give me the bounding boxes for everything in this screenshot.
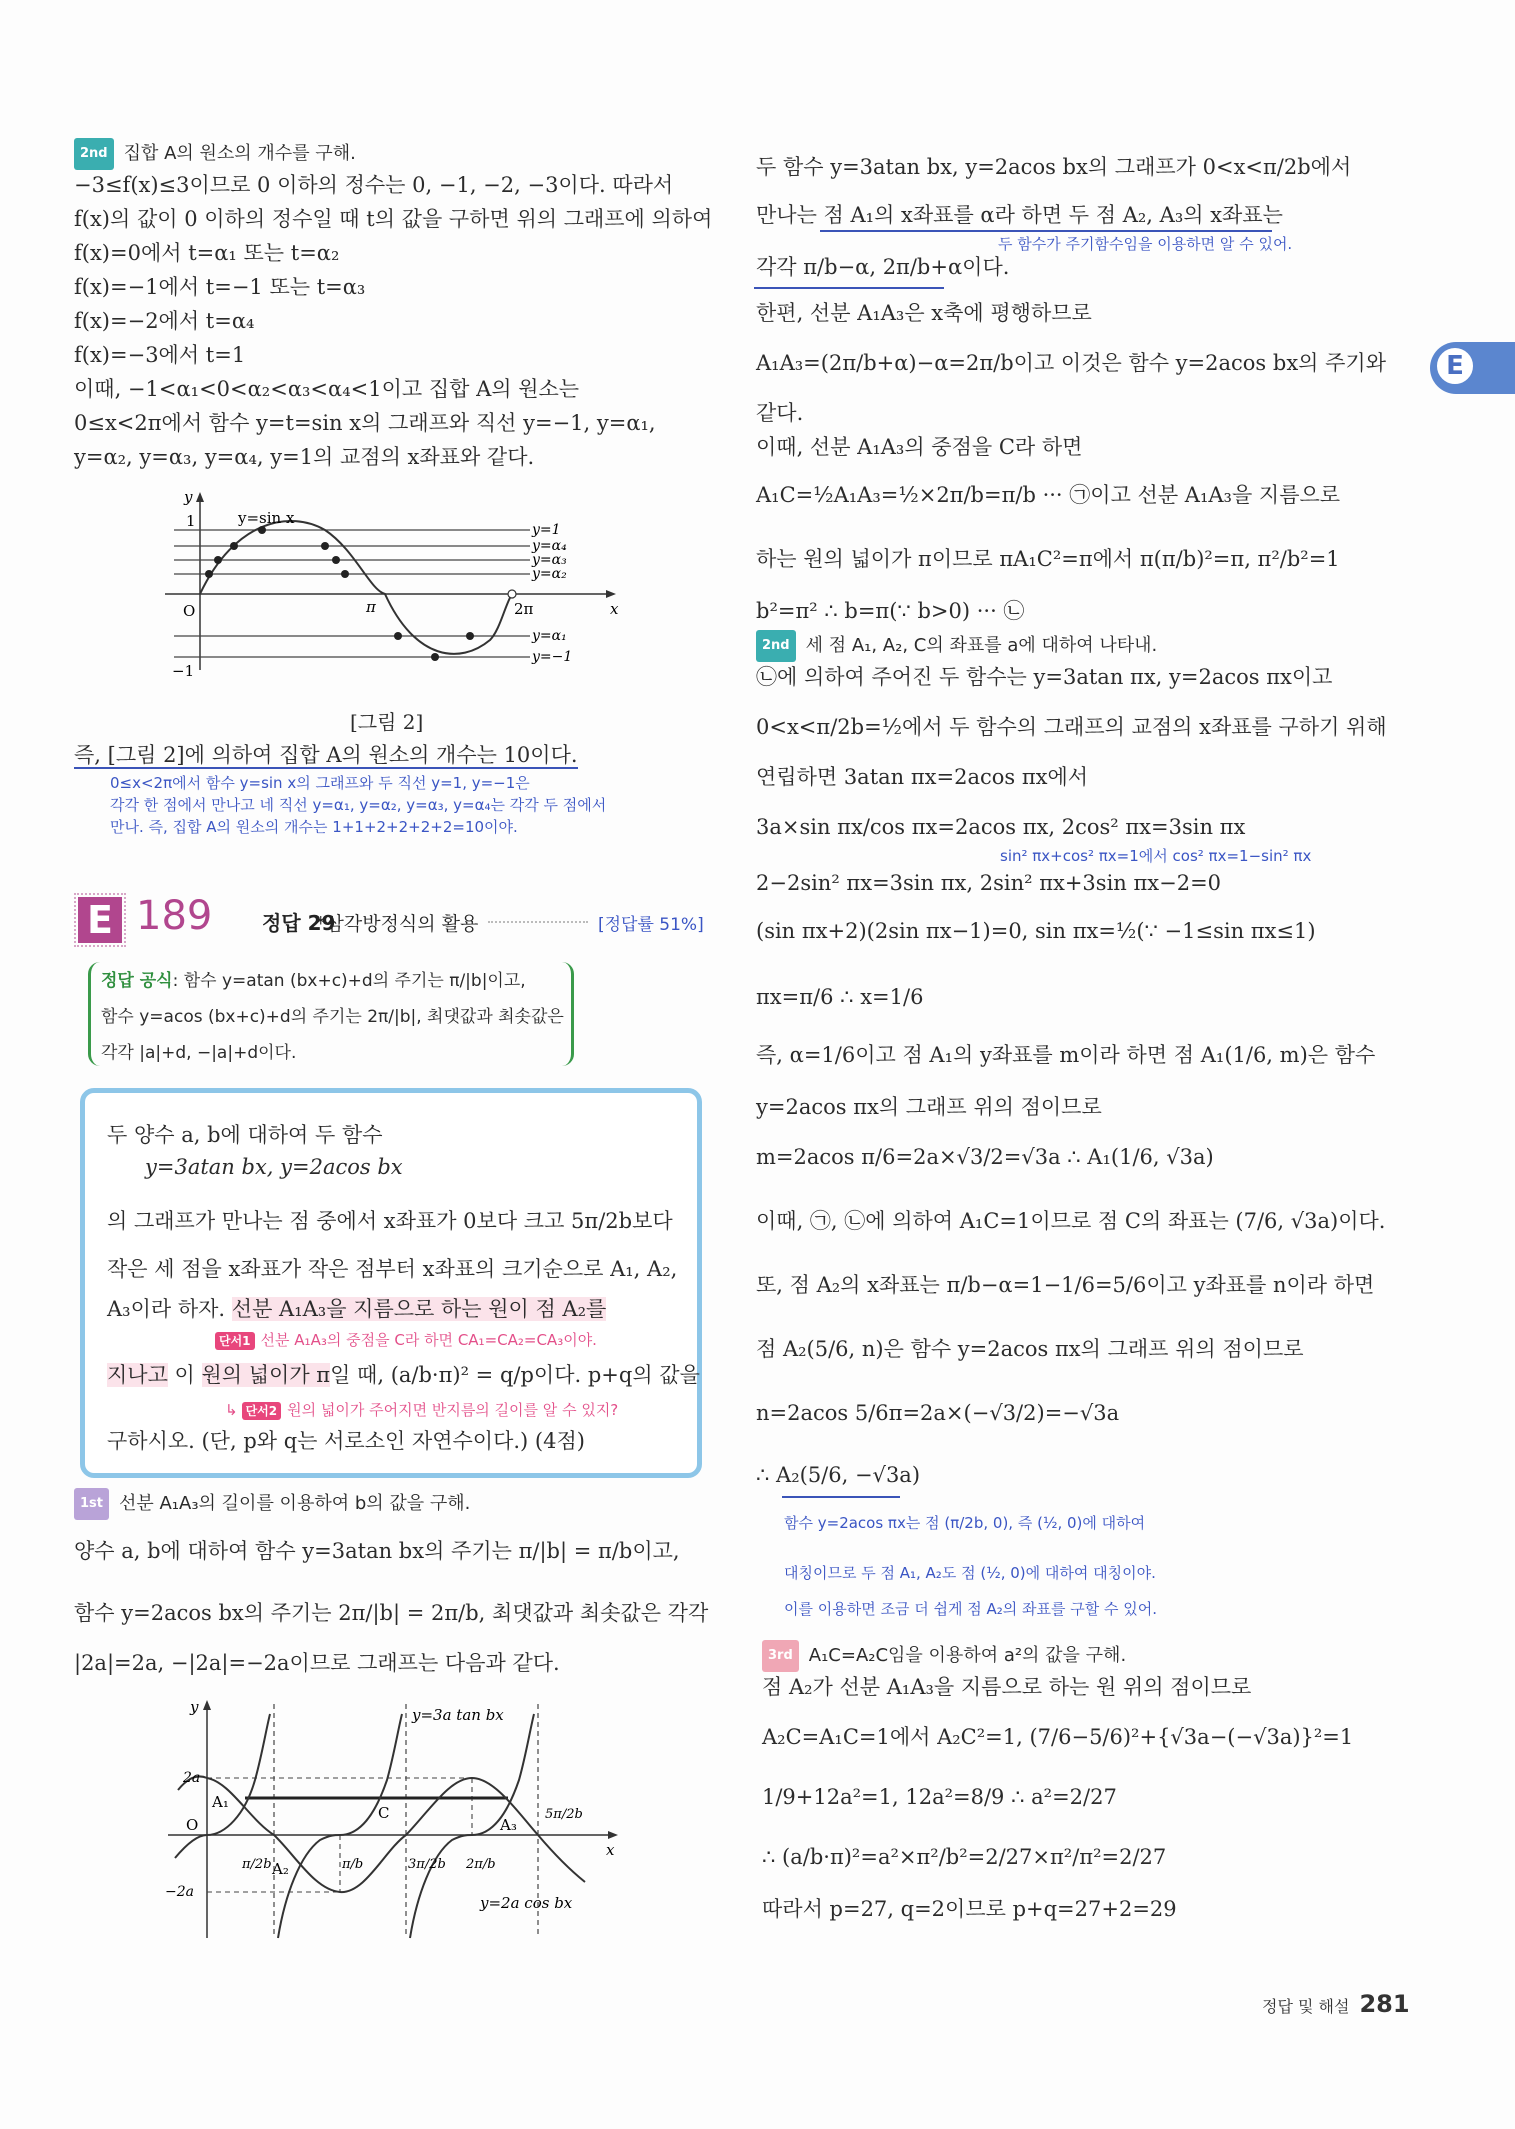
svg-text:y=α₂: y=α₂	[532, 566, 567, 582]
svg-text:y=−1: y=−1	[532, 649, 573, 665]
body-line: f(x)=0에서 t=α₁ 또는 t=α₂	[74, 241, 340, 265]
body-line: n=2acos 5/6π=2a×(−√3/2)=−√3a	[756, 1401, 1120, 1425]
underline	[782, 1496, 900, 1498]
dotted-leader	[488, 921, 588, 923]
body-line: ∴ (a/b·π)²=a²×π²/b²=2/27×π²/π²=2/27	[762, 1845, 1167, 1869]
svg-text:π/2b: π/2b	[242, 1857, 272, 1872]
body-line: 이때, ㉠, ㉡에 의하여 A₁C=1이므로 점 C의 좌표는 (7/6, √3a)이다.	[756, 1209, 1386, 1233]
svg-text:−2a: −2a	[165, 1884, 194, 1900]
body-line: −3≤f(x)≤3이므로 0 이하의 정수는 0, −1, −2, −3이다. 따라서	[74, 173, 674, 197]
body-line: 0<x<π/2b=½에서 두 함수의 그래프의 교점의 x좌표를 구하기 위해	[756, 715, 1387, 739]
body-line: f(x)=−1에서 t=−1 또는 t=α₃	[74, 275, 366, 299]
body-line: y=α₂, y=α₃, y=α₄, y=1의 교점의 x좌표와 같다.	[74, 445, 535, 469]
body-line: (sin πx+2)(2sin πx−1)=0, sin πx=½(∵ −1≤sin πx≤1)	[756, 919, 1316, 943]
underline	[820, 230, 1272, 232]
formula-box: 정답 공식: 함수 y=atan (bx+c)+d의 주기는 π/|b|이고, 함수 y=acos (bx+c)+d의 주기는 2π/|b|, 최댓값과 최솟값은 각각 |a|+d, −|a|+d이다.	[88, 962, 574, 1066]
x-axis-label: x	[610, 600, 619, 618]
body-line: πx=π/6 ∴ x=1/6	[756, 985, 924, 1009]
curve-label: y=sin x	[238, 509, 295, 527]
body-line: 만나는 점 A₁의 x좌표를 α라 하면 두 점 A₂, A₃의 x좌표는	[756, 203, 1283, 227]
svg-text:3π/2b: 3π/2b	[408, 1857, 446, 1872]
step-badge: 3rd	[762, 1640, 799, 1672]
svg-text:O: O	[186, 1816, 199, 1834]
step2-heading-left	[74, 138, 356, 170]
note: 각각 한 점에서 만나고 네 직선 y=α₁, y=α₂, y=α₃, y=α₄는 각각 두 점에서	[110, 796, 607, 814]
body-line: 이때, −1<α₁<0<α₂<α₃<α₄<1이고 집합 A의 원소는	[74, 377, 580, 401]
step2-heading-right: 2nd 세 점 A₁, A₂, C의 좌표를 a에 대하여 나타내.	[756, 630, 1157, 662]
svg-text:π/b: π/b	[342, 1857, 364, 1872]
svg-text:A₃: A₃	[500, 1816, 517, 1834]
body-line: 2−2sin² πx=3sin πx, 2sin² πx+3sin πx−2=0	[756, 871, 1222, 895]
topic-label: *삼각방정식의 활용	[316, 913, 479, 935]
figure-sine-graph	[140, 490, 620, 700]
hint1-text: 선분 A₁A₃의 중점을 C라 하면 CA₁=CA₂=CA₃이야.	[260, 1331, 597, 1349]
step-badge: 1st	[74, 1488, 109, 1520]
body-line: f(x)=−3에서 t=1	[74, 343, 246, 367]
svg-text:x: x	[606, 1841, 615, 1859]
svg-text:y=α₃: y=α₃	[532, 552, 567, 568]
body-line: 또, 점 A₂의 x좌표는 π/b−α=1−1/6=5/6이고 y좌표를 n이라 하면	[756, 1273, 1375, 1297]
body-line: 이때, 선분 A₁A₃의 중점을 C라 하면	[756, 435, 1083, 459]
page-footer	[1262, 1990, 1410, 2018]
formula-label: 정답 공식	[101, 971, 173, 991]
body-line: m=2acos π/6=2a×√3/2=√3a ∴ A₁(1/6, √3a)	[756, 1145, 1214, 1169]
body-line: 3a×sin πx/cos πx=2acos πx, 2cos² πx=3sin πx	[756, 815, 1246, 839]
body-line: 1/9+12a²=1, 12a²=8/9 ∴ a²=2/27	[762, 1785, 1117, 1809]
chapter-letter: E	[1434, 345, 1476, 387]
problem-number: 189	[136, 893, 213, 939]
svg-text:2a: 2a	[183, 1770, 201, 1786]
footer-label: 정답 및 해설	[1262, 1997, 1350, 2016]
hint1-badge: 단서1	[215, 1332, 255, 1350]
svg-text:5π/2b: 5π/2b	[545, 1807, 583, 1822]
note-periodic: 두 함수가 주기함수임을 이용하면 알 수 있어.	[998, 235, 1293, 253]
note: 0≤x<2π에서 함수 y=sin x의 그래프와 두 직선 y=1, y=−1은	[110, 774, 530, 792]
svg-text:y=α₁: y=α₁	[532, 628, 567, 644]
figure-tan-cos-graph	[150, 1690, 630, 1940]
tick-pi: π	[366, 598, 376, 616]
step3-heading: 3rd A₁C=A₂C임을 이용하여 a²의 값을 구해.	[762, 1640, 1126, 1672]
tick-1: 1	[186, 512, 196, 530]
chapter-tab-e[interactable]	[1430, 342, 1515, 394]
svg-text:2π/b: 2π/b	[466, 1857, 496, 1872]
svg-text:y=1: y=1	[532, 522, 561, 538]
step1-heading: 1st 선분 A₁A₃의 길이를 이용하여 b의 값을 구해.	[74, 1488, 470, 1520]
figure-caption: [그림 2]	[350, 710, 424, 734]
body-line: 각각 π/b−α, 2π/b+α이다.	[756, 255, 1010, 279]
accuracy-rate: [정답률 51%]	[598, 915, 704, 935]
note: 만나. 즉, 집합 A의 원소의 개수는 1+1+2+2+2+2=10이야.	[110, 818, 518, 836]
body-line: A₁C=½A₁A₃=½×2π/b=π/b ··· ㉠이고 선분 A₁A₃을 지름으로	[756, 483, 1341, 507]
body-line: |2a|=2a, −|2a|=−2a이므로 그래프는 다음과 같다.	[74, 1651, 560, 1675]
svg-text:y: y	[190, 1698, 199, 1716]
body-line: A₂C=A₁C=1에서 A₂C²=1, (7/6−5/6)²+{√3a−(−√3a)}²=1	[762, 1725, 1354, 1749]
step-title: 집합 A의 원소의 개수를 구해.	[123, 143, 356, 164]
body-line: 함수 y=2acos bx의 주기는 2π/|b| = 2π/b, 최댓값과 최솟값은 각각	[74, 1601, 709, 1625]
note-symmetry: 대칭이므로 두 점 A₁, A₂도 점 (½, 0)에 대하여 대칭이야.	[784, 1564, 1156, 1582]
body-line: 0≤x<2π에서 함수 y=t=sin x의 그래프와 직선 y=−1, y=α₁,	[74, 411, 656, 435]
svg-text:C: C	[378, 1804, 390, 1822]
body-line: y=2acos πx의 그래프 위의 점이므로	[756, 1095, 1102, 1119]
body-line: 하는 원의 넓이가 π이므로 πA₁C²=π에서 π(π/b)²=π, π²/b²=1	[756, 547, 1340, 571]
svg-text:y=2a cos bx: y=2a cos bx	[480, 1894, 573, 1912]
tick-neg1: −1	[172, 662, 195, 680]
body-line: 따라서 p=27, q=2이므로 p+q=27+2=29	[762, 1897, 1177, 1921]
svg-text:y=α₄: y=α₄	[532, 538, 567, 554]
section-e-badge: E	[78, 897, 122, 943]
body-line: 한편, 선분 A₁A₃은 x축에 평행하므로	[756, 301, 1092, 325]
problem-box: 두 양수 a, b에 대하여 두 함수 y=3atan bx, y=2acos bx 의 그래프가 만나는 점 중에서 x좌표가 0보다 크고 5π/2b보다 작은 세 점을 x좌표가 작은 점부터 x좌표의 크기순으로 A₁, A₂, A₃이라 하자. 선분 A₁A₃을 지름으로 하는 원이 점 A₂를 단서1 선분 A₁A₃의 중점을 C라 하면 CA₁=CA₂=CA₃이야. 지나고 이 원의 넓이가 π일 때, (a/b·π)² = q/p이다. p+q의 값을 ↳ 단서2 원의 넓이가 주어지면 반지름의 길이를 알 수 있지? 구하시오. (단, p와 q는 서로소인 자연수이다.) (4점)	[80, 1088, 702, 1478]
note-symmetry: 이를 이용하면 조금 더 쉽게 점 A₂의 좌표를 구할 수 있어.	[784, 1600, 1158, 1618]
hint2-badge: 단서2	[242, 1402, 282, 1420]
highlight-clue1: 선분 A₁A₃을 지름으로 하는 원이 점 A₂를	[231, 1297, 607, 1321]
underline	[754, 287, 944, 289]
body-line: ∴ A₂(5/6, −√3a)	[756, 1463, 921, 1487]
body-line: f(x)의 값이 0 이하의 정수일 때 t의 값을 구하면 위의 그래프에 의하여	[74, 207, 713, 231]
body-line: 양수 a, b에 대하여 함수 y=3atan bx의 주기는 π/|b| = π/b이고,	[74, 1539, 680, 1563]
svg-text:A₁: A₁	[212, 1793, 229, 1811]
body-line: 점 A₂(5/6, n)은 함수 y=2acos πx의 그래프 위의 점이므로	[756, 1337, 1304, 1361]
body-line: f(x)=−2에서 t=α₄	[74, 309, 255, 333]
body-line: 연립하면 3atan πx=2acos πx에서	[756, 765, 1089, 789]
body-line: 즉, α=1/6이고 점 A₁의 y좌표를 m이라 하면 점 A₁(1/6, m)은 함수	[756, 1043, 1376, 1067]
body-line: b²=π² ∴ b=π(∵ b>0) ··· ㉡	[756, 599, 1025, 623]
note-identity: sin² πx+cos² πx=1에서 cos² πx=1−sin² πx	[1000, 847, 1312, 865]
conclusion: 즉, [그림 2]에 의하여 집합 A의 원소의 개수는 10이다.	[74, 743, 578, 767]
note-symmetry: 함수 y=2acos πx는 점 (π/2b, 0), 즉 (½, 0)에 대하여	[784, 1514, 1146, 1532]
origin-label: O	[183, 602, 196, 620]
body-line: A₁A₃=(2π/b+α)−α=2π/b이고 이것은 함수 y=2acos bx의 주기와	[756, 351, 1386, 375]
hint2-text: 원의 넓이가 주어지면 반지름의 길이를 알 수 있지?	[287, 1401, 619, 1419]
body-line: 같다.	[756, 401, 804, 425]
svg-text:y=3a tan bx: y=3a tan bx	[412, 1706, 504, 1724]
tick-2pi: 2π	[514, 600, 534, 618]
y-axis-label: y	[184, 490, 193, 506]
body-line: 두 함수 y=3atan bx, y=2acos bx의 그래프가 0<x<π/2b에서	[756, 155, 1352, 179]
step-badge: 2nd	[74, 138, 114, 170]
svg-text:A₂: A₂	[272, 1860, 289, 1878]
page-number: 281	[1359, 1990, 1410, 2018]
body-line: 점 A₂가 선분 A₁A₃을 지름으로 하는 원 위의 점이므로	[762, 1675, 1252, 1699]
highlight-clue2: 원의 넓이가 π	[201, 1363, 331, 1387]
answer-label: 정답 29	[262, 911, 336, 935]
body-line: ㉡에 의하여 주어진 두 함수는 y=3atan πx, y=2acos πx이고	[756, 665, 1333, 689]
step-badge: 2nd	[756, 630, 796, 662]
